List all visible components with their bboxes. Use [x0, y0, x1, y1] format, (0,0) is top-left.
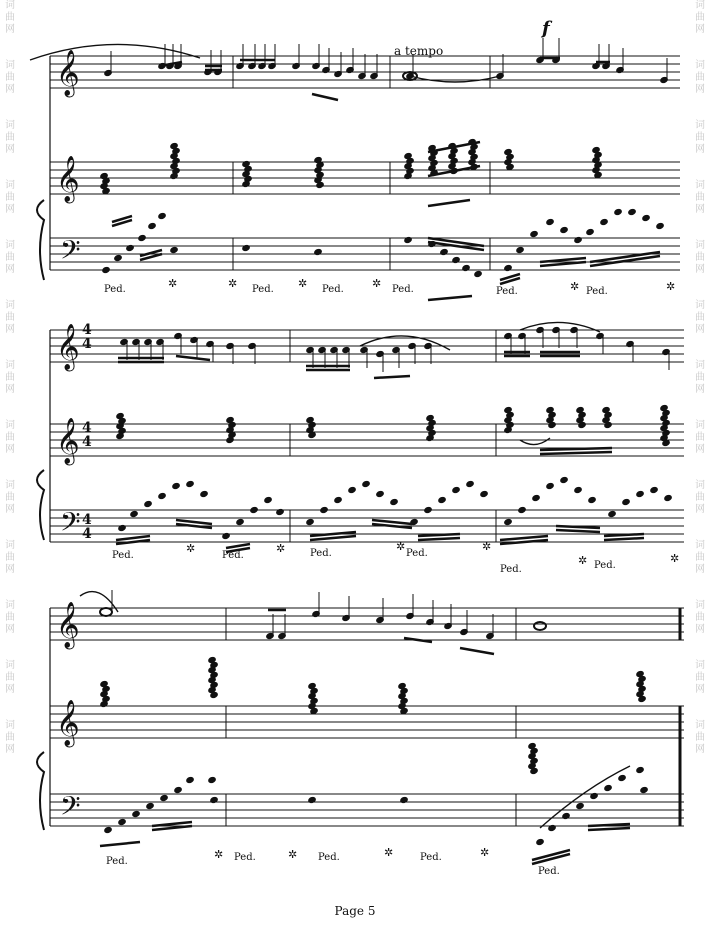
watermark-word: 词 曲 网 — [695, 720, 705, 755]
pedal-marking: Ped. — [322, 284, 344, 295]
bass-note — [129, 510, 139, 518]
bass-note — [451, 486, 461, 494]
watermark-word: 词 曲 网 — [695, 480, 705, 515]
watermark-word: 词 曲 网 — [695, 540, 705, 575]
bass-note — [423, 506, 433, 514]
bass-note — [207, 776, 217, 784]
bass-note — [185, 480, 195, 488]
bass-note — [587, 496, 597, 504]
bass-note — [275, 508, 285, 516]
pedal-marking: Ped. — [104, 284, 126, 295]
pedal-marking: Ped. — [420, 852, 442, 863]
bass-note — [545, 482, 555, 490]
pedal-release-icon: ✲ — [276, 542, 286, 555]
bass-note — [503, 518, 513, 526]
bass-note — [641, 214, 651, 222]
time-signature-bottom: 4 — [82, 526, 92, 542]
bass-note — [461, 264, 471, 272]
whole-note — [534, 622, 546, 630]
watermark-word: 词 曲 网 — [5, 480, 15, 515]
bass-note — [157, 492, 167, 500]
bass-note — [515, 246, 525, 254]
watermark-word: 词 曲 网 — [695, 240, 705, 275]
pedal-release-icon: ✲ — [570, 280, 580, 293]
bass-note — [529, 230, 539, 238]
bass-note — [113, 254, 123, 262]
bass-clef-icon: 𝄢 — [60, 790, 81, 828]
pedal-marking: Ped. — [318, 852, 340, 863]
bass-note — [101, 266, 111, 274]
slur — [520, 322, 600, 332]
pedal-release-icon: ✲ — [168, 277, 178, 290]
watermark-word: 词 曲 网 — [5, 600, 15, 635]
bass-note — [173, 786, 183, 794]
bass-note — [307, 796, 317, 804]
pedal-marking: Ped. — [112, 550, 134, 561]
bass-note — [613, 208, 623, 216]
bass-note — [333, 496, 343, 504]
note-beam — [556, 530, 600, 532]
treble-clef-icon: 𝄞 — [56, 324, 80, 370]
slur — [540, 766, 630, 828]
bass-note — [559, 226, 569, 234]
bass-note — [199, 490, 209, 498]
pedal-marking: Ped. — [594, 560, 616, 571]
watermark-word: 词 曲 网 — [695, 660, 705, 695]
note-beam — [604, 538, 644, 540]
watermark-word: 词 曲 网 — [5, 660, 15, 695]
pedal-marking: Ped. — [586, 286, 608, 297]
watermark-word: 词 曲 网 — [695, 0, 705, 35]
pedal-release-icon: ✲ — [670, 552, 680, 565]
pedal-marking: Ped. — [310, 548, 332, 559]
time-signature-top: 4 — [82, 322, 92, 338]
bass-note — [117, 818, 127, 826]
watermark-word: 词 曲 网 — [5, 540, 15, 575]
note-beam — [588, 828, 630, 830]
time-signature-top: 4 — [82, 420, 92, 436]
watermark-word: 词 曲 网 — [695, 420, 705, 455]
bass-note — [313, 248, 323, 256]
bass-note — [617, 774, 627, 782]
bass-note — [585, 228, 595, 236]
watermark-word: 词 曲 网 — [5, 60, 15, 95]
watermark-word: 词 曲 网 — [695, 180, 705, 215]
bass-note — [573, 236, 583, 244]
watermark-word: 词 曲 网 — [5, 0, 15, 35]
pedal-release-icon: ✲ — [214, 848, 224, 861]
watermark-word: 词 曲 网 — [5, 180, 15, 215]
bass-note — [607, 510, 617, 518]
bass-note — [603, 784, 613, 792]
watermark-word: 词 曲 网 — [5, 120, 15, 155]
bass-note — [547, 824, 557, 832]
bass-note — [575, 802, 585, 810]
bass-note — [655, 222, 665, 230]
bass-note — [399, 796, 409, 804]
bass-note — [171, 482, 181, 490]
watermark-word: 词 曲 网 — [5, 240, 15, 275]
bass-note — [169, 246, 179, 254]
treble-clef-icon: 𝄞 — [56, 700, 80, 746]
half-note — [100, 608, 112, 616]
bass-note — [531, 494, 541, 502]
bass-note — [599, 218, 609, 226]
pedal-release-icon: ✲ — [578, 554, 588, 567]
bass-note — [235, 518, 245, 526]
bass-note — [159, 794, 169, 802]
slur — [410, 76, 500, 82]
bass-note — [209, 796, 219, 804]
time-signature-bottom: 4 — [82, 336, 92, 352]
slur — [520, 438, 550, 445]
bass-note — [145, 802, 155, 810]
pedal-release-icon: ✲ — [288, 848, 298, 861]
bass-note — [439, 248, 449, 256]
treble-clef-icon: 𝄞 — [56, 602, 80, 648]
pedal-release-icon: ✲ — [666, 280, 676, 293]
bass-note — [663, 494, 673, 502]
bass-note — [473, 270, 483, 278]
pedal-marking: Ped. — [496, 286, 518, 297]
bass-note — [347, 486, 357, 494]
watermark-word: 词 曲 网 — [5, 720, 15, 755]
bass-note — [305, 518, 315, 526]
bass-note — [221, 532, 231, 540]
bass-note — [437, 496, 447, 504]
pedal-marking: Ped. — [406, 548, 428, 559]
bass-note — [503, 264, 513, 272]
time-signature-top: 4 — [82, 512, 92, 528]
tempo-marking: a tempo — [394, 44, 444, 58]
note-beam — [312, 94, 338, 100]
treble-clef-icon: 𝄞 — [56, 156, 80, 202]
brace — [37, 200, 44, 280]
bass-note — [535, 838, 545, 846]
pedal-release-icon: ✲ — [298, 277, 308, 290]
pedal-release-icon: ✲ — [186, 542, 196, 555]
watermark-word: 词 曲 网 — [5, 300, 15, 335]
bass-note — [465, 480, 475, 488]
bass-note — [635, 490, 645, 498]
pedal-release-icon: ✲ — [482, 540, 492, 553]
bass-note — [403, 236, 413, 244]
bass-note — [639, 786, 649, 794]
bass-note — [573, 486, 583, 494]
pedal-marking: Ped. — [392, 284, 414, 295]
pedal-release-icon: ✲ — [396, 540, 406, 553]
watermark-word: 词 曲 网 — [695, 360, 705, 395]
bass-note — [361, 480, 371, 488]
bass-note — [125, 244, 135, 252]
page-footer: Page 5 — [334, 904, 376, 918]
note-beam — [428, 296, 472, 300]
bass-note — [559, 476, 569, 484]
bass-note — [451, 256, 461, 264]
bass-note — [143, 500, 153, 508]
bass-note — [103, 826, 113, 834]
pedal-marking: Ped. — [106, 856, 128, 867]
bass-note — [117, 524, 127, 532]
bass-note — [589, 792, 599, 800]
bass-note — [627, 208, 637, 216]
note-beam — [460, 648, 494, 654]
brace — [37, 752, 44, 830]
watermark-word: 词 曲 网 — [695, 120, 705, 155]
bass-clef-icon: 𝄢 — [60, 234, 81, 272]
bass-note — [517, 506, 527, 514]
watermark-word: 词 曲 网 — [695, 600, 705, 635]
bass-note — [545, 218, 555, 226]
bass-note — [621, 498, 631, 506]
bass-note — [263, 496, 273, 504]
watermark-word: 词 曲 网 — [5, 420, 15, 455]
bass-note — [131, 810, 141, 818]
treble-clef-icon: 𝄞 — [56, 418, 80, 464]
bass-note — [241, 244, 251, 252]
pedal-marking: Ped. — [222, 550, 244, 561]
time-signature-bottom: 4 — [82, 434, 92, 450]
bass-note — [375, 490, 385, 498]
pedal-marking: Ped. — [234, 852, 256, 863]
bass-note — [157, 212, 167, 220]
pedal-release-icon: ✲ — [228, 277, 238, 290]
note-beam — [540, 452, 612, 454]
bass-note — [147, 222, 157, 230]
pedal-marking: Ped. — [500, 564, 522, 575]
pedal-release-icon: ✲ — [384, 846, 394, 859]
note-beam — [176, 356, 210, 360]
watermark-word: 词 曲 网 — [695, 300, 705, 335]
pedal-release-icon: ✲ — [480, 846, 490, 859]
bass-note — [137, 234, 147, 242]
note-beam — [418, 538, 460, 540]
bass-clef-icon: 𝄢 — [60, 506, 81, 544]
treble-clef-icon: 𝄞 — [56, 50, 80, 96]
bass-note — [649, 486, 659, 494]
bass-note — [185, 776, 195, 784]
watermark-word: 词 曲 网 — [5, 360, 15, 395]
brace — [37, 470, 44, 540]
dynamic-marking: f — [542, 18, 550, 39]
pedal-marking: Ped. — [252, 284, 274, 295]
pedal-release-icon: ✲ — [372, 277, 382, 290]
bass-note — [319, 506, 329, 514]
note-beam — [428, 200, 470, 206]
bass-note — [479, 490, 489, 498]
bass-note — [561, 812, 571, 820]
bass-note — [635, 766, 645, 774]
note-beam — [100, 842, 140, 846]
watermark-word: 词 曲 网 — [695, 60, 705, 95]
bass-note — [389, 498, 399, 506]
pedal-marking: Ped. — [538, 866, 560, 877]
note-beam — [374, 376, 410, 378]
bass-note — [249, 506, 259, 514]
